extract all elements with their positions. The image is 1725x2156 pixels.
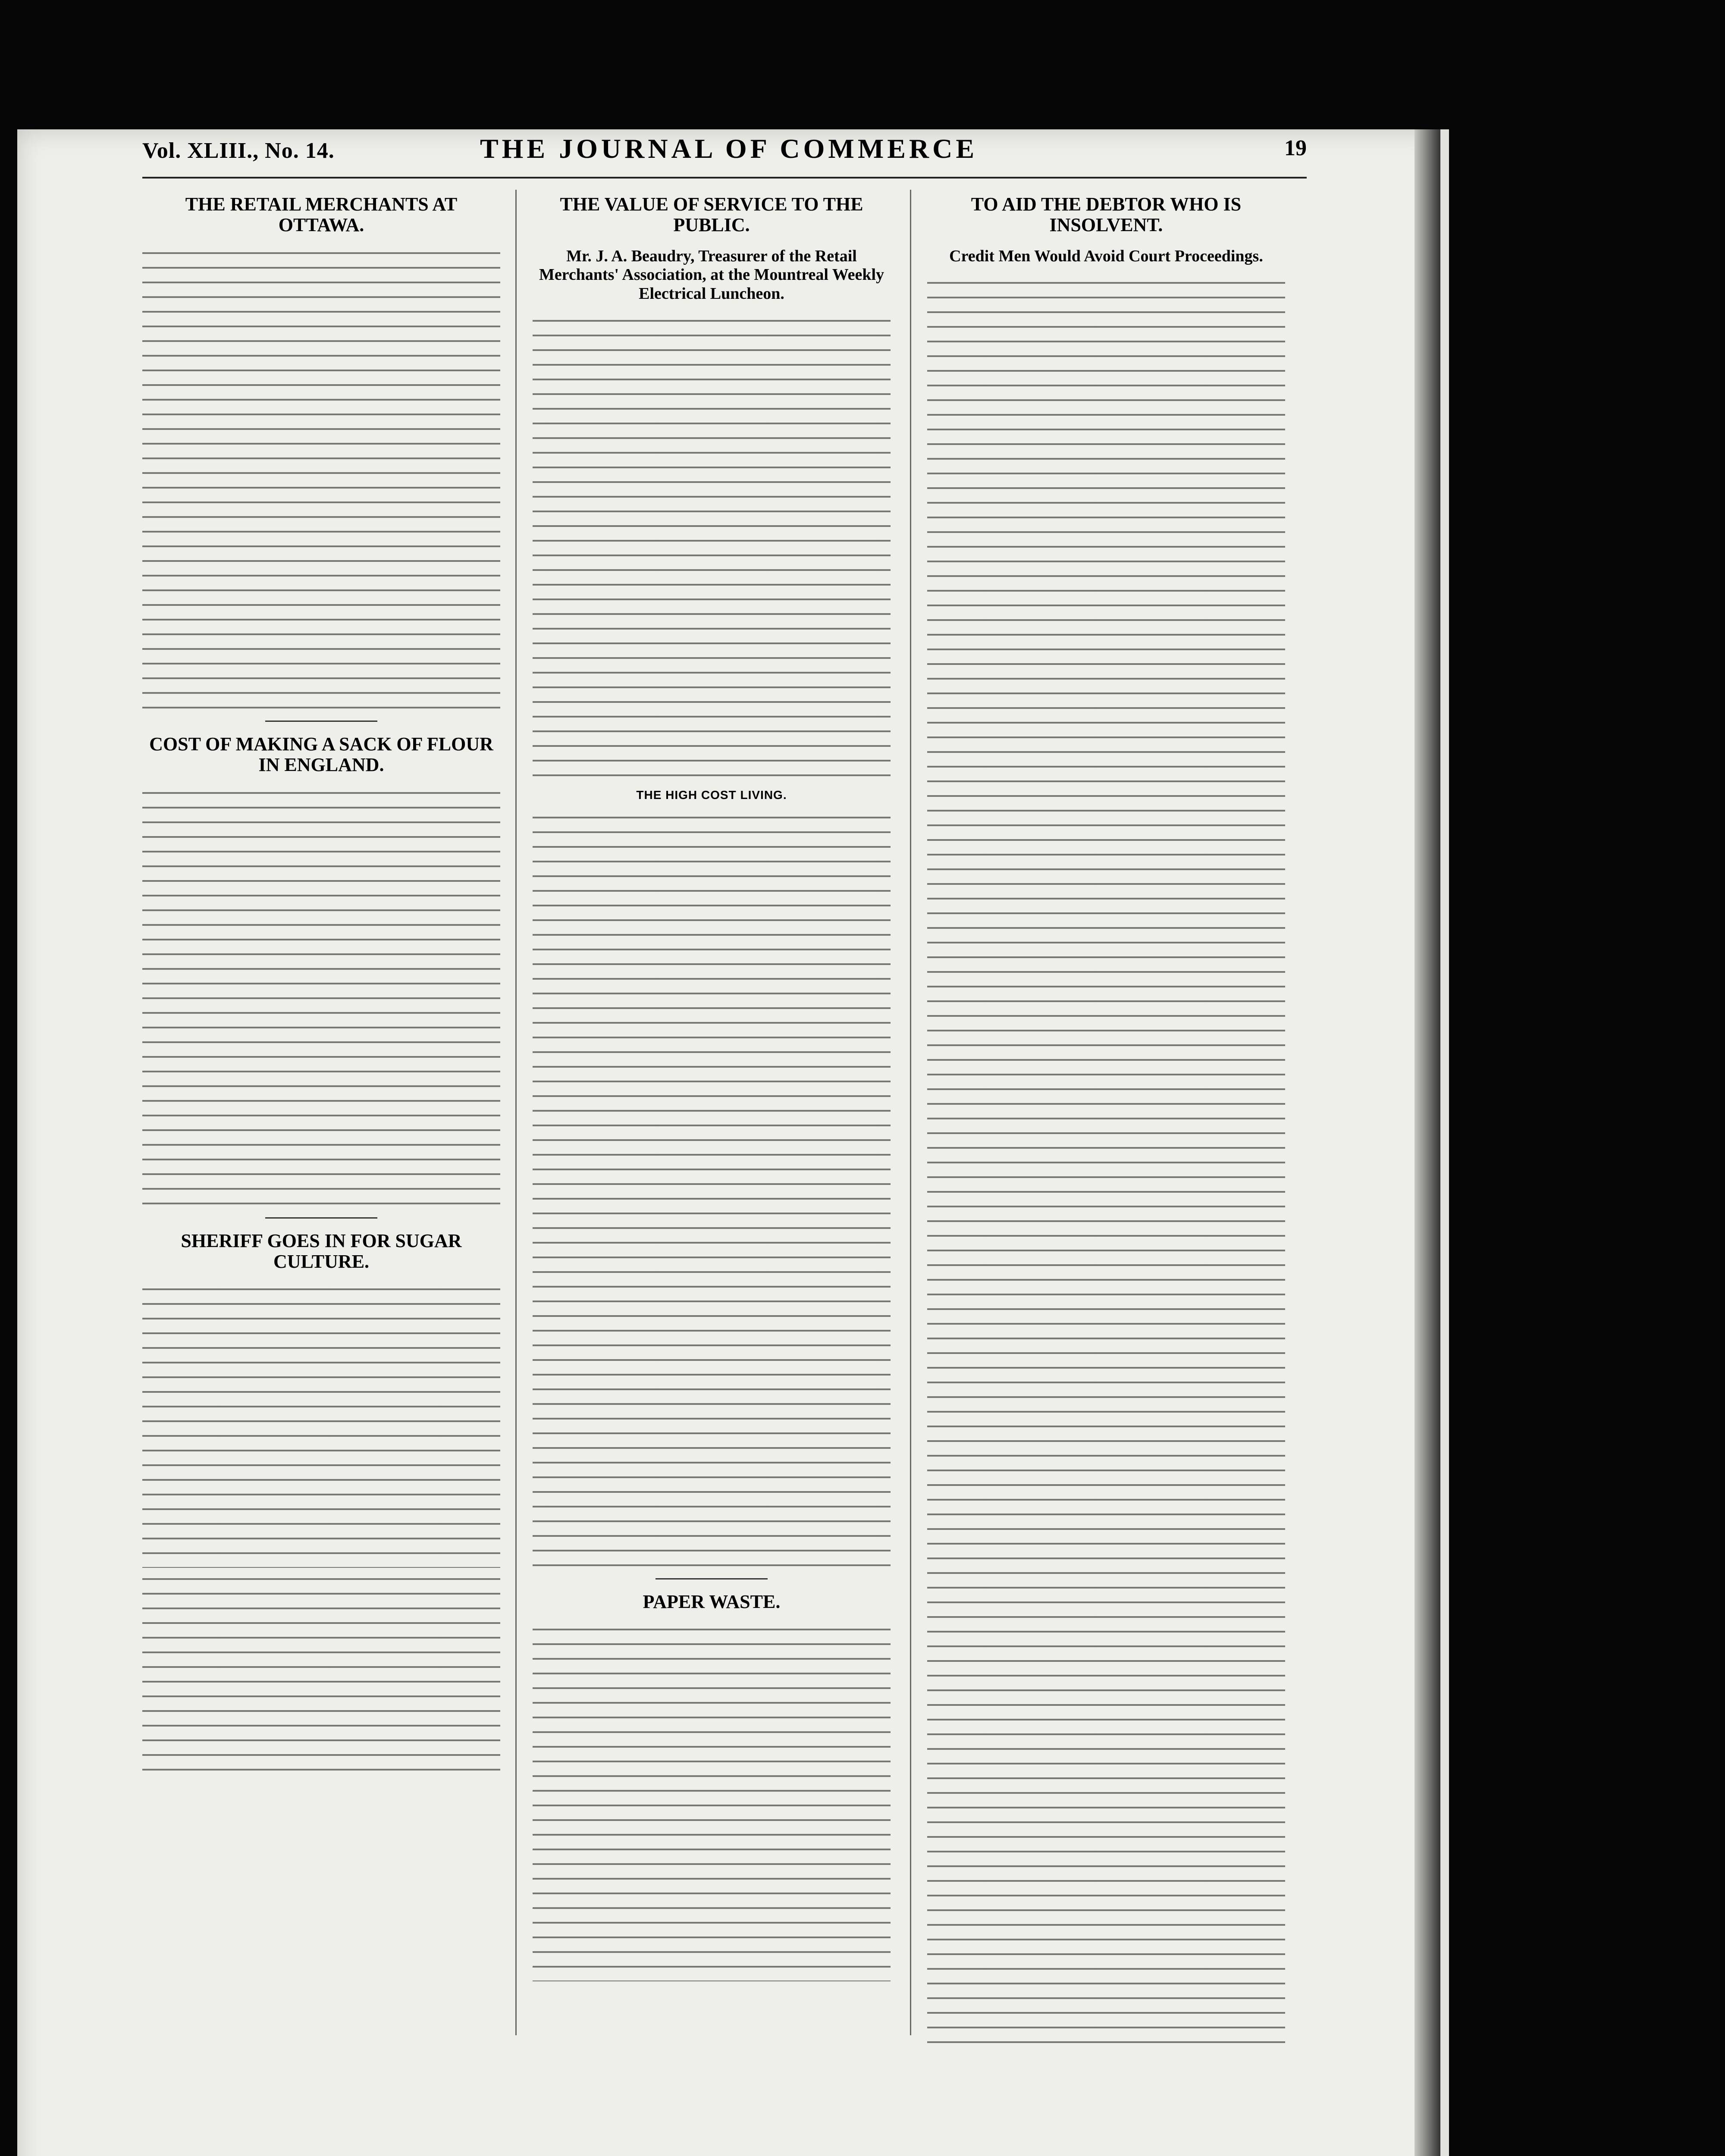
article-subhead: Mr. J. A. Beaudry, Treasurer of the Retail Merchants' Association, at the Mountreal Weekly Electrical Luncheon. <box>539 247 884 303</box>
article-body <box>927 277 1285 2045</box>
article-body <box>142 247 500 708</box>
article-headline: PAPER WASTE. <box>643 1591 781 1612</box>
article-headline: SHERIFF GOES IN FOR SUGAR CULTURE. <box>181 1230 462 1272</box>
column-rule <box>910 190 911 2035</box>
article-divider <box>265 721 377 722</box>
article-subhead: Credit Men Would Avoid Court Proceedings. <box>949 247 1263 265</box>
column-1 <box>142 194 500 1776</box>
article-body <box>533 1623 891 1981</box>
page-header <box>142 125 1307 179</box>
article-divider <box>656 1578 768 1579</box>
article-body <box>142 1573 500 1776</box>
article-headline: THE RETAIL MERCHANTS AT OTTAWA. <box>185 194 458 236</box>
article-body <box>142 787 500 1205</box>
section-heading: THE HIGH COST LIVING. <box>636 788 787 802</box>
column-rule <box>515 190 517 2035</box>
article-body <box>533 812 891 1566</box>
page-number: 19 <box>1284 136 1307 160</box>
article-headline: COST OF MAKING A SACK OF FLOUR IN ENGLAND. <box>149 733 493 776</box>
page-edge-band <box>1440 129 1449 2156</box>
article-headline: TO AID THE DEBTOR WHO IS INSOLVENT. <box>971 194 1242 236</box>
column-3 <box>927 194 1285 2045</box>
volume-issue: Vol. XLIII., No. 14. <box>142 138 335 163</box>
column-2 <box>533 194 891 1981</box>
publication-title: THE JOURNAL OF COMMERCE <box>480 133 978 164</box>
article-body <box>533 315 891 780</box>
article-body <box>142 1283 500 1568</box>
article-headline: THE VALUE OF SERVICE TO THE PUBLIC. <box>560 194 863 236</box>
article-divider <box>265 1217 377 1219</box>
